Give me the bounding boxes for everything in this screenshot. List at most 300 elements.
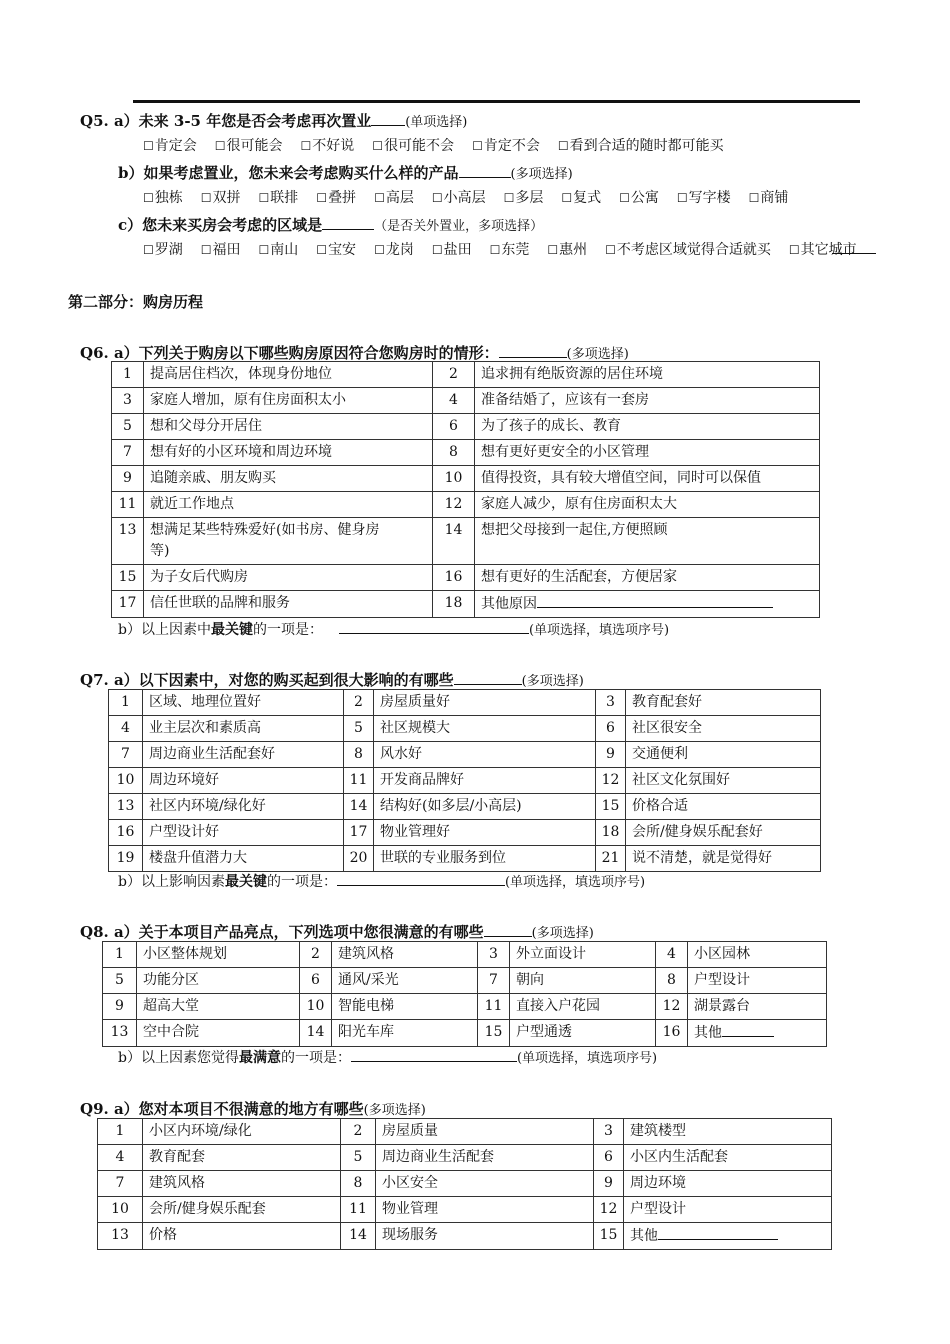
option-label: 周边商业生活配套 [382, 1149, 494, 1165]
q7b-blank[interactable] [337, 871, 505, 886]
option-number: 1 [109, 690, 143, 716]
option-label: 风水好 [380, 746, 422, 762]
q7a-note: (多项选择) [521, 674, 584, 689]
option-label: 价格合适 [632, 798, 688, 814]
option-number: 4 [109, 716, 143, 742]
q5b-options [143, 187, 806, 207]
option-label: 信任世联的品牌和服务 [150, 595, 290, 611]
option-text [143, 1119, 341, 1145]
option-number: 10 [300, 994, 332, 1020]
option-number: 15 [112, 565, 144, 591]
option-text [376, 1145, 594, 1171]
option-number: 16 [656, 1020, 688, 1047]
q5b-question [118, 162, 573, 183]
option-label: 户型通透 [516, 1024, 572, 1040]
checkbox-option[interactable]: ☐ 惠州 [547, 239, 587, 259]
option-text [510, 942, 656, 968]
option-label: 教育配套好 [632, 694, 702, 710]
checkbox-option[interactable]: ☐ 福田 [201, 239, 241, 259]
option-text [143, 716, 344, 742]
option-number: 4 [656, 942, 688, 968]
q7b-post: 的一项是： [266, 874, 337, 890]
option-text [475, 591, 820, 618]
option-label: 空中合院 [143, 1024, 199, 1040]
option-text [374, 716, 596, 742]
option-label: 小区内生活配套 [630, 1149, 728, 1165]
option-label: 开发商品牌好 [380, 772, 464, 788]
option-text [137, 994, 300, 1020]
option-text [374, 690, 596, 716]
option-text [510, 968, 656, 994]
q6a-question [80, 342, 629, 363]
option-label: 说不清楚，就是觉得好 [632, 850, 772, 866]
option-number: 4 [98, 1145, 143, 1171]
option-text [144, 414, 433, 440]
option-label: 交通便利 [632, 746, 688, 762]
option-number: 6 [594, 1145, 624, 1171]
option-label: 现场服务 [382, 1227, 438, 1243]
checkbox-option[interactable]: ☐ 看到合适的随时都可能买 [558, 135, 724, 155]
checkbox-option[interactable]: ☐ 联排 [259, 187, 299, 207]
option-text [143, 1145, 341, 1171]
option-label: 小区内环境/绿化 [149, 1123, 252, 1139]
option-label: 社区规模大 [380, 720, 450, 736]
option-number: 2 [433, 362, 475, 388]
option-label: 建筑风格 [338, 946, 394, 962]
option-label: 社区文化氛围好 [632, 772, 730, 788]
q5c-note: （是否关外置业，多项选择） [374, 219, 544, 234]
option-number: 13 [109, 794, 143, 820]
option-text [143, 1197, 341, 1223]
table-row [103, 942, 827, 968]
option-number: 17 [112, 591, 144, 618]
option-label: 为了孩子的成长、教育 [481, 418, 621, 434]
checkbox-option[interactable]: ☐ 很可能会 [215, 135, 283, 155]
checkbox-option[interactable]: ☐ 罗湖 [143, 239, 183, 259]
option-label: 想有更好的生活配套，方便居家 [481, 569, 677, 585]
option-label: 周边商业生活配套好 [149, 746, 275, 762]
q8b-post: 的一项是： [280, 1050, 351, 1066]
option-number: 5 [341, 1145, 376, 1171]
option-text [143, 768, 344, 794]
option-number: 2 [300, 942, 332, 968]
option-text [624, 1119, 832, 1145]
option-number: 5 [103, 968, 137, 994]
q6-reasons-table [111, 361, 820, 618]
option-label: 追随亲戚、朋友购买 [150, 470, 276, 486]
option-label: 家庭人增加，原有住房面积太小 [150, 392, 346, 408]
q9a-note: (多项选择) [363, 1103, 426, 1118]
option-label: 小区园林 [694, 946, 750, 962]
option-number: 16 [109, 820, 143, 846]
q5b-blank[interactable] [459, 163, 511, 178]
option-number: 2 [344, 690, 374, 716]
table-row [112, 362, 820, 388]
option-number: 10 [109, 768, 143, 794]
option-text [144, 565, 433, 591]
option-label: 教育配套 [149, 1149, 205, 1165]
option-number: 3 [594, 1119, 624, 1145]
table-row [98, 1119, 832, 1145]
option-number: 12 [433, 492, 475, 518]
option-text [626, 768, 821, 794]
option-label: 想和父母分开居住 [150, 418, 262, 434]
option-label: 值得投资，具有较大增值空间，同时可以保值 [481, 470, 761, 486]
checkbox-option[interactable]: ☐ 盐田 [432, 239, 472, 259]
option-text [376, 1197, 594, 1223]
other-highlight-blank[interactable] [722, 1022, 774, 1037]
q5a-note: (单项选择) [405, 115, 468, 130]
checkbox-option[interactable]: ☐ 多层 [504, 187, 544, 207]
option-text [143, 794, 344, 820]
option-label: 想把父母接到一起住,方便照顾 [481, 522, 668, 538]
table-row [109, 768, 821, 794]
option-number: 11 [344, 768, 374, 794]
q8a-blank[interactable] [484, 922, 532, 937]
option-number: 18 [433, 591, 475, 618]
checkbox-option[interactable]: ☐ 高层 [374, 187, 414, 207]
option-text [626, 690, 821, 716]
checkbox-option[interactable]: ☐ 独栋 [143, 187, 183, 207]
checkbox-option[interactable]: ☐ 肯定不会 [472, 135, 540, 155]
option-number: 16 [433, 565, 475, 591]
option-text [475, 388, 820, 414]
checkbox-option[interactable]: ☐ 小高层 [432, 187, 486, 207]
q6b-post: 的一项是： [252, 622, 323, 638]
option-label: 想有更好更安全的小区管理 [481, 444, 649, 460]
option-text [475, 565, 820, 591]
option-text [626, 716, 821, 742]
q6a-blank[interactable] [499, 343, 567, 358]
q5c-blank[interactable] [322, 215, 374, 230]
option-label: 周边环境好 [149, 772, 219, 788]
option-number: 9 [596, 742, 626, 768]
q9-dissatisfaction-table [97, 1118, 832, 1250]
option-label: 会所/健身娱乐配套 [149, 1201, 266, 1217]
option-number: 13 [98, 1223, 143, 1250]
table-row [112, 466, 820, 492]
option-text [143, 1223, 341, 1250]
option-label: 阳光车库 [338, 1024, 394, 1040]
q6b-bold: 最关键 [210, 622, 253, 638]
option-text [475, 492, 820, 518]
other-reason-blank[interactable] [537, 593, 773, 608]
option-text [688, 1020, 827, 1047]
option-label: 建筑楼型 [630, 1123, 686, 1139]
option-number: 11 [112, 492, 144, 518]
option-label: 建筑风格 [149, 1175, 205, 1191]
table-row [103, 968, 827, 994]
table-row [98, 1197, 832, 1223]
option-number: 6 [596, 716, 626, 742]
option-text [376, 1119, 594, 1145]
option-text [137, 968, 300, 994]
option-text [624, 1171, 832, 1197]
option-text [143, 690, 344, 716]
table-row [109, 846, 821, 872]
option-text [510, 994, 656, 1020]
q5c-question [118, 214, 543, 235]
option-number: 13 [103, 1020, 137, 1047]
option-label: 物业管理 [382, 1201, 438, 1217]
q8b-blank[interactable] [351, 1047, 517, 1062]
checkbox-option[interactable]: ☐ 其它城市 [789, 239, 857, 259]
checkbox-option[interactable]: ☐ 肯定会 [143, 135, 197, 155]
option-text [475, 518, 820, 565]
q8b-note: (单项选择，填选项序号) [516, 1051, 658, 1066]
checkbox-option[interactable]: ☐ 不好说 [301, 135, 355, 155]
q5a-blank[interactable] [371, 111, 405, 126]
option-number: 11 [341, 1197, 376, 1223]
option-label: 家庭人减少，原有住房面积太大 [481, 496, 677, 512]
table-row [112, 440, 820, 466]
option-label: 其他原因 [481, 596, 537, 612]
option-text [475, 440, 820, 466]
q6a-label: Q6. a）下列关于购房以下哪些购房原因符合您购房时的情形： [80, 344, 499, 362]
checkbox-option[interactable]: ☐ 叠拼 [316, 187, 356, 207]
option-text [475, 362, 820, 388]
option-number: 1 [112, 362, 144, 388]
option-text [376, 1171, 594, 1197]
option-number: 9 [594, 1171, 624, 1197]
q9a-question [80, 1098, 426, 1119]
option-text [626, 846, 821, 872]
table-row [103, 1020, 827, 1047]
option-number: 9 [103, 994, 137, 1020]
option-number: 2 [341, 1119, 376, 1145]
option-label: 想满足某些特殊爱好(如书房、健身房 [150, 522, 380, 538]
table-row [112, 565, 820, 591]
option-label: 小区安全 [382, 1175, 438, 1191]
option-label: 超高大堂 [143, 998, 199, 1014]
option-text [374, 768, 596, 794]
option-number: 3 [596, 690, 626, 716]
option-text [510, 1020, 656, 1047]
checkbox-option[interactable]: ☐ 龙岗 [374, 239, 414, 259]
checkbox-option[interactable]: ☐ 宝安 [316, 239, 356, 259]
q5c-label: c）您未来买房会考虑的区域是 [118, 216, 323, 234]
option-number: 8 [344, 742, 374, 768]
option-number: 1 [103, 942, 137, 968]
option-number: 3 [478, 942, 510, 968]
option-label: 其他 [630, 1228, 658, 1244]
option-number: 7 [478, 968, 510, 994]
option-number: 6 [433, 414, 475, 440]
option-label: 户型设计 [630, 1201, 686, 1217]
checkbox-option[interactable]: ☐ 不考虑区域觉得合适就买 [605, 239, 771, 259]
q7a-question [80, 669, 584, 690]
option-label: 楼盘升值潜力大 [149, 850, 247, 866]
checkbox-option[interactable]: ☐ 南山 [259, 239, 299, 259]
option-text [137, 1020, 300, 1047]
q6b-question [118, 619, 669, 639]
checkbox-option[interactable]: ☐ 商铺 [749, 187, 789, 207]
option-text [626, 794, 821, 820]
header-rule [133, 100, 860, 103]
option-number: 4 [433, 388, 475, 414]
table-row [109, 742, 821, 768]
option-number: 1 [98, 1119, 143, 1145]
option-text [332, 968, 478, 994]
option-label: 世联的专业服务到位 [380, 850, 506, 866]
option-label: 直接入户花园 [516, 998, 600, 1014]
q8b-bold: 最满意 [238, 1050, 281, 1066]
option-number: 7 [98, 1171, 143, 1197]
option-label: 房屋质量好 [380, 694, 450, 710]
option-text [374, 742, 596, 768]
option-label: 提高居住档次，体现身份地位 [150, 366, 332, 382]
q5b-label: b）如果考虑置业，您未来会考虑购买什么样的产品 [118, 164, 459, 182]
option-text [626, 820, 821, 846]
option-text [332, 942, 478, 968]
table-row [98, 1145, 832, 1171]
q6b-note: (单项选择，填选项序号) [528, 623, 670, 638]
q5a-question [80, 110, 467, 131]
q6a-note: (多项选择) [566, 347, 629, 362]
option-label: 会所/健身娱乐配套好 [632, 824, 763, 840]
option-number: 12 [594, 1197, 624, 1223]
q7-factors-table [108, 689, 821, 872]
checkbox-option[interactable]: ☐ 写字楼 [677, 187, 731, 207]
option-label: 就近工作地点 [150, 496, 234, 512]
option-number: 15 [594, 1223, 624, 1250]
table-row [109, 716, 821, 742]
checkbox-option[interactable]: ☐ 双拼 [201, 187, 241, 207]
option-label: 外立面设计 [516, 946, 586, 962]
q6b-pre: b）以上因素中 [118, 622, 211, 638]
q5c-other-city-blank[interactable] [832, 239, 876, 254]
option-number: 7 [112, 440, 144, 466]
option-text [332, 994, 478, 1020]
option-text [332, 1020, 478, 1047]
option-text [143, 1171, 341, 1197]
q5b-note: (多项选择) [510, 167, 573, 182]
option-label: 户型设计好 [149, 824, 219, 840]
q7b-note: (单项选择，填选项序号) [504, 875, 646, 890]
table-row [103, 994, 827, 1020]
table-row [109, 794, 821, 820]
other-dissatisfaction-blank[interactable] [658, 1225, 778, 1240]
option-number: 10 [98, 1197, 143, 1223]
option-number: 8 [433, 440, 475, 466]
option-label: 周边环境 [630, 1175, 686, 1191]
q7a-label: Q7. a）以下因素中，对您的购买起到很大影响的有哪些 [80, 671, 454, 689]
option-text [374, 820, 596, 846]
option-text [143, 846, 344, 872]
option-number: 8 [341, 1171, 376, 1197]
option-number: 13 [112, 518, 144, 565]
option-label: 想有好的小区环境和周边环境 [150, 444, 332, 460]
option-text [624, 1145, 832, 1171]
option-number: 14 [341, 1223, 376, 1250]
option-number: 15 [596, 794, 626, 820]
option-number: 12 [596, 768, 626, 794]
option-label: 社区内环境/绿化好 [149, 798, 266, 814]
table-row [109, 690, 821, 716]
q9a-label: Q9. a）您对本项目不很满意的地方有哪些 [80, 1100, 364, 1118]
table-row [109, 820, 821, 846]
q7b-question [118, 871, 645, 891]
option-number: 8 [656, 968, 688, 994]
option-label: 区域、地理位置好 [149, 694, 261, 710]
option-text [475, 466, 820, 492]
option-label: 物业管理好 [380, 824, 450, 840]
option-text [144, 492, 433, 518]
option-number: 19 [109, 846, 143, 872]
option-text [137, 942, 300, 968]
option-text [144, 388, 433, 414]
option-number: 14 [300, 1020, 332, 1047]
option-text [374, 794, 596, 820]
checkbox-option[interactable]: ☐ 很可能不会 [372, 135, 454, 155]
q8b-pre: b）以上因素您觉得 [118, 1050, 239, 1066]
q8a-question [80, 921, 594, 942]
q7a-blank[interactable] [454, 670, 522, 685]
option-number: 18 [596, 820, 626, 846]
option-label: 业主层次和素质高 [149, 720, 261, 736]
q8-highlights-table [102, 941, 827, 1047]
option-text [688, 942, 827, 968]
q8b-question [118, 1047, 657, 1067]
table-row [112, 591, 820, 618]
q6b-blank[interactable] [339, 619, 529, 634]
option-number: 20 [344, 846, 374, 872]
option-label: 为子女后代购房 [150, 569, 248, 585]
option-number: 15 [478, 1020, 510, 1047]
q8a-label: Q8. a）关于本项目产品亮点，下列选项中您很满意的有哪些 [80, 923, 484, 941]
option-number: 5 [344, 716, 374, 742]
option-text [374, 846, 596, 872]
option-text [144, 362, 433, 388]
option-label: 通风/采光 [338, 972, 399, 988]
checkbox-option[interactable]: ☐ 复式 [561, 187, 601, 207]
checkbox-option[interactable]: ☐ 公寓 [619, 187, 659, 207]
option-text [144, 518, 433, 565]
option-text [688, 994, 827, 1020]
table-row [112, 492, 820, 518]
section-2-title: 第二部分：购房历程 [68, 293, 204, 311]
checkbox-option[interactable]: ☐ 东莞 [490, 239, 530, 259]
option-text [144, 466, 433, 492]
option-number: 11 [478, 994, 510, 1020]
option-label: 户型设计 [694, 972, 750, 988]
option-number: 14 [433, 518, 475, 565]
option-label: 社区很安全 [632, 720, 702, 736]
option-text [624, 1197, 832, 1223]
table-row [112, 414, 820, 440]
option-text [688, 968, 827, 994]
option-text [144, 591, 433, 618]
q7b-bold: 最关键 [224, 874, 267, 890]
option-text [143, 820, 344, 846]
table-row [112, 518, 820, 565]
option-number: 10 [433, 466, 475, 492]
option-text [376, 1223, 594, 1250]
option-label: 结构好(如多层/小高层) [380, 798, 522, 814]
option-label: 功能分区 [143, 972, 199, 988]
option-label-continued: 等) [150, 543, 170, 559]
option-label: 房屋质量 [382, 1123, 438, 1139]
table-row [98, 1171, 832, 1197]
q7b-pre: b）以上影响因素 [118, 874, 225, 890]
option-text [475, 414, 820, 440]
option-label: 朝向 [516, 972, 544, 988]
option-number: 12 [656, 994, 688, 1020]
option-label: 小区整体规划 [143, 946, 227, 962]
q5c-options [143, 239, 875, 259]
q5a-label: Q5. a）未来 3-5 年您是否会考虑再次置业 [80, 112, 372, 130]
option-text [626, 742, 821, 768]
